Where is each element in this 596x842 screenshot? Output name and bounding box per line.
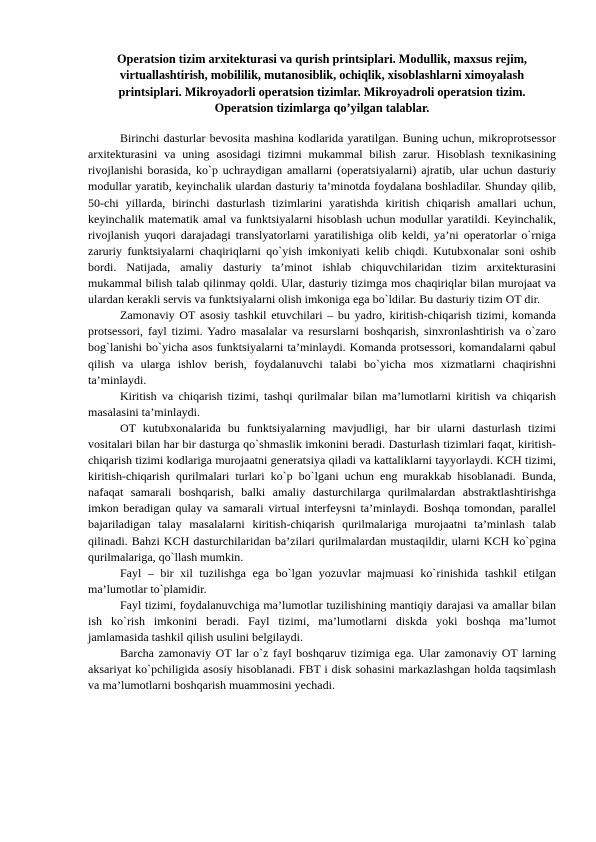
- paragraph-4: OT kutubxonalarida bu funktsiyalarning mavjudligi, har bir ularni dasturlash tizimi vositalari bilan har bir dasturga qo`shmaslik imkonini beradi. Dasturlash tizimlari faqat, kiritish-chiqarish tizimi kodlariga murojaatni generatsiya qiladi va kattaliklarni tayyorlaydi. KCH tizimi, kiritish-chiqarish qurilmalari turlari ko`p bo`lgani uchun eng murakkab hisoblanadi. Bunda, nafaqat samarali boshqarish, balki amaliy dasturchilarga qurilmalardan abstraktlashtirishga imkon beradigan qulay va samarali virtual interfeysni ta’minlaydi. Boshqa tomondan, parallel bajariladigan talay masalalarni kiritish-chiqarish qurilmalariga murojaatni ta’minlash talab qilinadi. Bahzi KCH dasturchilaridan ba’zilari qurilmalardan mustaqildir, ularni KCH ko`pgina qurilmalariga, qo`llash mumkin.: [88, 420, 556, 564]
- paragraph-7: Barcha zamonaviy OT lar o`z fayl boshqaruv tizimiga ega. Ular zamonaviy OT larning aksariyat ko`pchiligida asosiy hisoblanadi. FBT i disk sohasini markazlashgan holda taqsimlash va ma’lumotlarni boshqarish muammosini yechadi.: [88, 646, 556, 693]
- document-page: [88, 51, 556, 693]
- paragraph-1: Birinchi dasturlar bevosita mashina kodlarida yaratilgan. Buning uchun, mikroprotsessor arxitekturasini va uning asosidagi tizimni mukammal bilish zarur. Hisoblash texnikasining rivojlanishi borasida, ko`p uchraydigan amallarni (operatsiyalarni) ajratib, ular uchun dasturiy modullar yaratib, keyinchalik ulardan dasturiy ta’minotda foydalana boshladilar. Shunday qilib, 50-chi yillarda, birinchi dasturlash tizimlarini yaratishda kiritish chiqarish amallari uchun, keyinchalik matematik amal va funktsiyalarni hisoblash uchun modullar yaratildi. Keyinchalik, rivojlanish yuqori darajadagi translyatorlarni yaratilishiga olib keldi, ya’ni operatorlar o`rniga zaruriy funktsiyalarni chaqiriqlarni qo`yish imkoniyati kelib chiqdi. Kutubxonalar soni oshib bordi. Natijada, amaliy dasturiy ta’minot ishlab chiquvchilaridan tizim arxitekturasini mukammal bilish talab qilinmay qoldi. Ular, dasturiy tizimga mos chaqiriqlar bilan murojaat va ulardan kerakli servis va funktsiyalarni olish imkoniga ega bo`ldilar. Bu dasturiy tizim OT dir.: [88, 131, 556, 307]
- paragraph-3: Kiritish va chiqarish tizimi, tashqi qurilmalar bilan ma’lumotlarni kiritish va chiqarish masalasini ta’minlaydi.: [88, 388, 556, 419]
- paragraph-6: Fayl tizimi, foydalanuvchiga ma’lumotlar tuzilishining mantiqiy darajasi va amallar bilan ish ko`rish imkonini beradi. Fayl tizimi, ma’lumotlarni diskda yoki boshqa ma’lumot jamlamasida tashkil qilish usulini belgilaydi.: [88, 597, 556, 645]
- document-title: Operatsion tizim arxitekturasi va qurish printsiplari. Modullik, maxsus rejim, virtuallashtirish, mobililik, mutanosiblik, ochiqlik, xisoblashlarni ximoyalash printsiplari. Mikroyadorli operatsion tizimlar. Mikroyadroli operatsion tizim. Operatsion tizimlarga qo’yilgan talablar.: [116, 52, 528, 115]
- paragraph-2: Zamonaviy OT asosiy tashkil etuvchilari – bu yadro, kiritish-chiqarish tizimi, komanda protsessori, fayl tizimi. Yadro masalalar va resurslarni boshqarish, sinxronlashtirish va o`zaro bog`lanishi bo`yicha asos funktsiyalarni ta’minlaydi. Komanda protsessori, komandalarni qabul qilish va ularga ishlov berish, foydalanuvchi talabi bo`yicha mos xizmatlarni chaqirishni ta’minlaydi.: [88, 308, 556, 387]
- paragraph-5: Fayl – bir xil tuzilishga ega bo`lgan yozuvlar majmuasi ko`rinishida tashkil etilgan ma’lumotlar to`plamidir.: [88, 565, 556, 596]
